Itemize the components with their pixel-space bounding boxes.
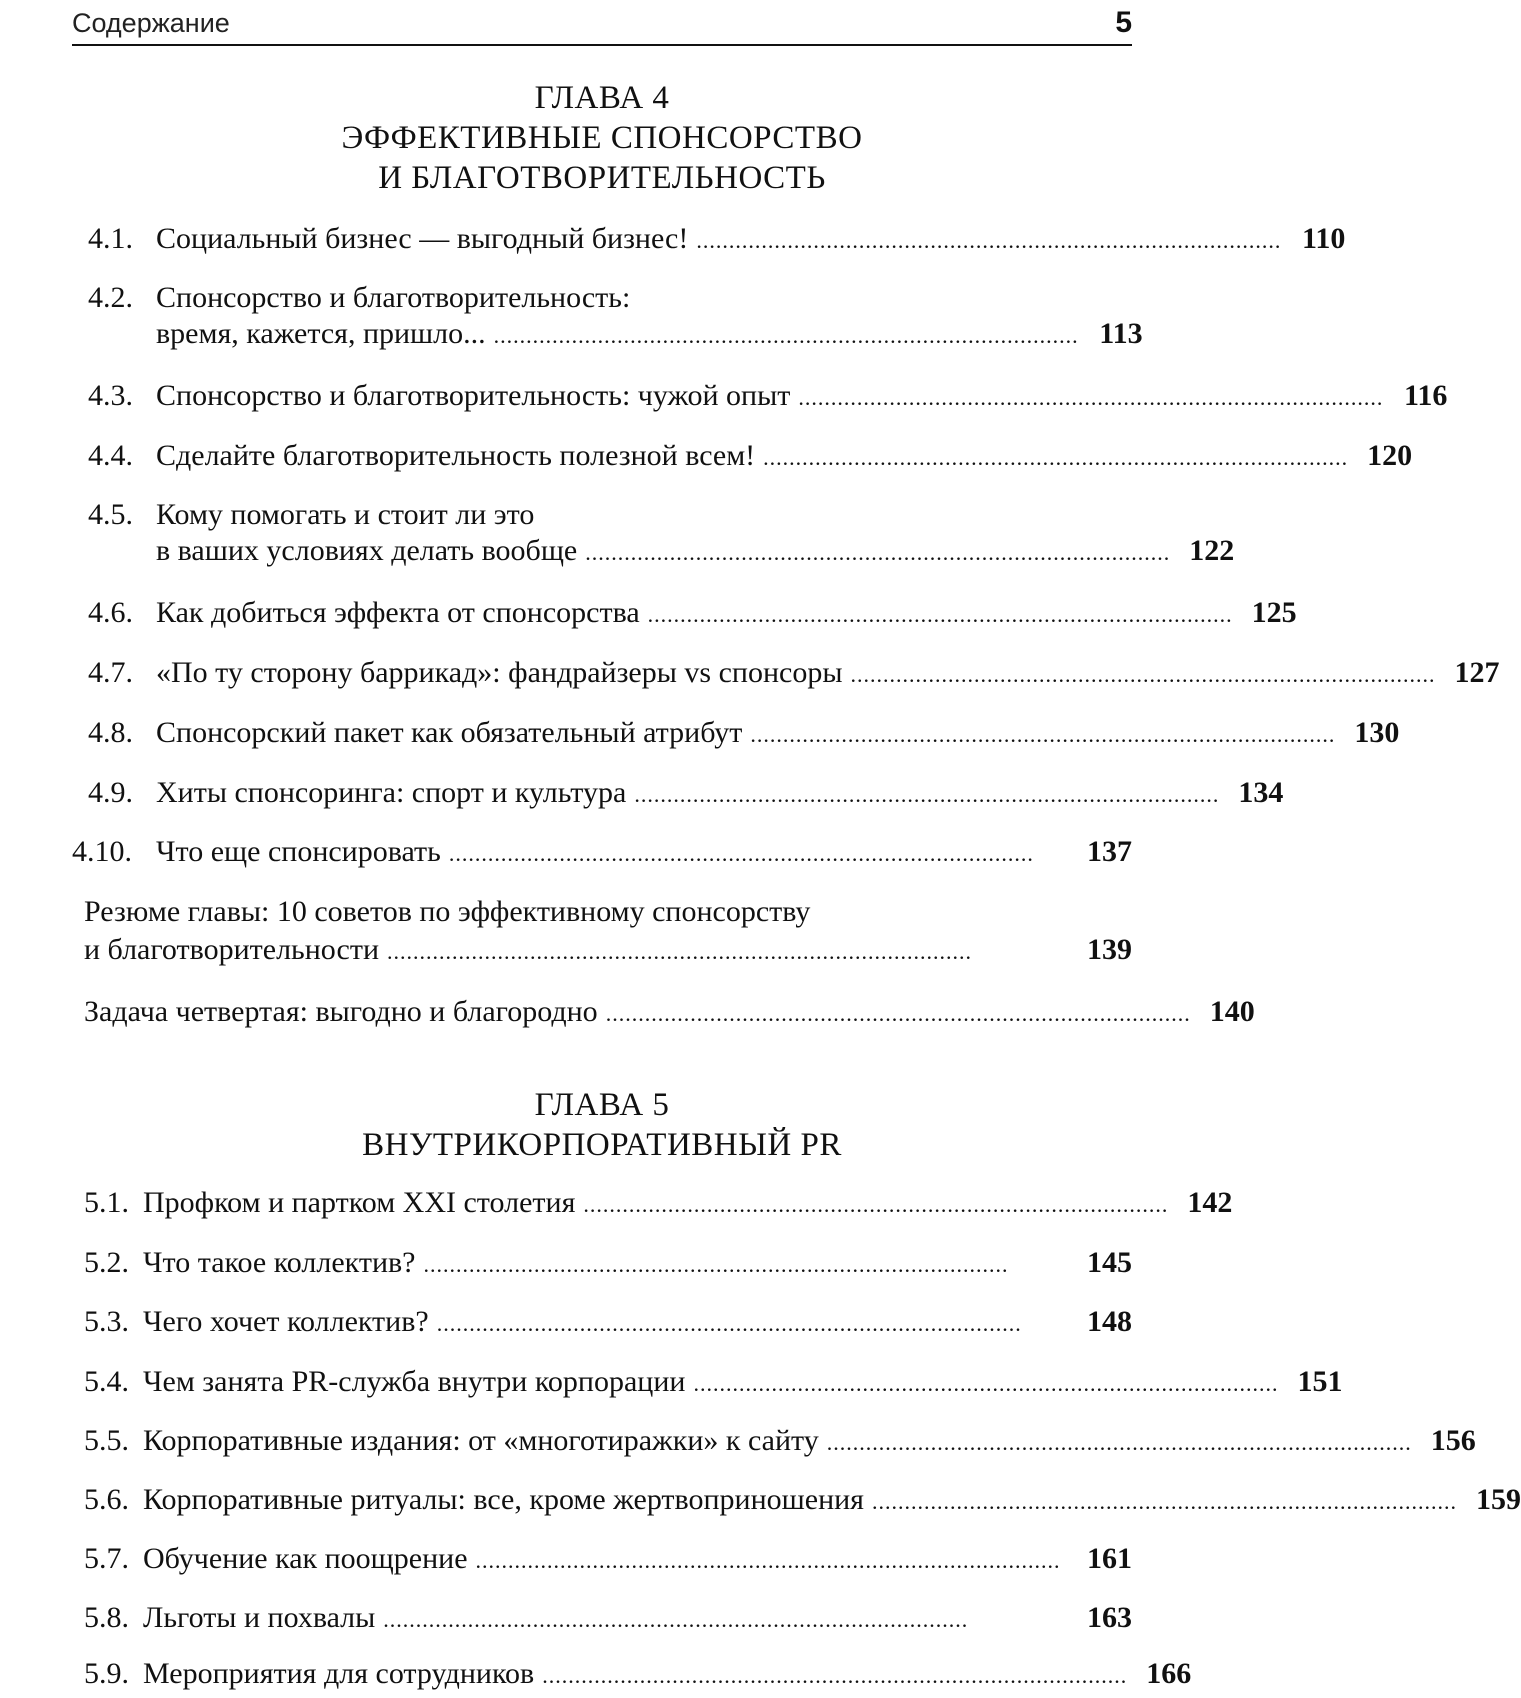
leader-dots: .......................................................................................... [436, 1311, 1022, 1336]
leader-dots: .......................................................................................... [475, 1548, 1061, 1573]
chapter-4-title-line-1: ЭФФЕКТИВНЫЕ СПОНСОРСТВО [341, 120, 863, 156]
entry-number: 4.7. [88, 656, 133, 689]
entry-page-number: 163 [1087, 1601, 1132, 1634]
leader-dots: .......................................................................................... [493, 323, 1079, 348]
leader-dots: .......................................................................................... [871, 1489, 1457, 1514]
entry-page-number: 151 [1297, 1365, 1343, 1398]
running-header [72, 0, 1132, 46]
entry-line [143, 1365, 1343, 1398]
chapter-4-heading [72, 78, 1132, 198]
entry-line [143, 1248, 1132, 1278]
entry-line [156, 222, 1346, 255]
entry-title: Мероприятия для сотрудников [143, 1657, 535, 1690]
entry-page-number: 137 [1087, 835, 1132, 868]
entry-line [143, 1603, 1132, 1633]
entry-number: 5.3. [84, 1305, 129, 1338]
entry-line [84, 935, 1132, 965]
leader-dots: .......................................................................................... [542, 1663, 1128, 1688]
leader-dots: .......................................................................................... [387, 939, 973, 964]
leader-dots: .......................................................................................... [696, 228, 1282, 253]
entry-page-number: 140 [1209, 995, 1255, 1028]
entry-page-number: 125 [1251, 596, 1297, 629]
entry-number: 4.4. [88, 439, 133, 472]
entry-title: Льготы и похвалы [143, 1601, 376, 1634]
entry-title: Обучение как поощрение [143, 1542, 468, 1575]
entry-number: 5.9. [84, 1657, 129, 1690]
entry-line [143, 1307, 1132, 1337]
entry-page-number: 166 [1146, 1657, 1192, 1690]
entry-title: Хиты спонсоринга: спорт и культура [156, 776, 627, 809]
entry-number: 4.2. [88, 281, 133, 314]
entry-page-number: 127 [1454, 656, 1500, 689]
entry-line [156, 317, 1143, 350]
leader-dots: .......................................................................................... [850, 662, 1436, 687]
entry-page-number: 130 [1354, 716, 1400, 749]
entry-number: 4.5. [88, 498, 133, 531]
entry-page-number: 159 [1475, 1483, 1521, 1516]
entry-title-line-2: и благотворительности [84, 933, 380, 966]
entry-page-number: 148 [1087, 1305, 1132, 1338]
entry-number: 5.2. [84, 1246, 129, 1279]
entry-number: 5.4. [84, 1365, 129, 1398]
entry-line [143, 1186, 1233, 1219]
entry-page-number: 122 [1189, 534, 1235, 567]
entry-title: Сделайте благотворительность полезной всем! [156, 439, 756, 472]
leader-dots: .......................................................................................... [750, 722, 1336, 747]
entry-line [143, 1544, 1132, 1574]
entry-number: 5.1. [84, 1186, 129, 1219]
entry-title: Корпоративные ритуалы: все, кроме жертвоприношения [143, 1483, 864, 1516]
entry-title-line-1: Спонсорство и благотворительность: [156, 281, 631, 314]
entry-title: Что такое коллектив? [143, 1246, 416, 1279]
entry-number: 4.3. [88, 379, 133, 412]
leader-dots: .......................................................................................... [383, 1607, 969, 1632]
entry-title-line-2: время, кажется, пришло... [156, 317, 486, 350]
entry-line [156, 656, 1500, 689]
entry-title: Спонсорский пакет как обязательный атрибут [156, 716, 743, 749]
chapter-5-label: ГЛАВА 5 [534, 1087, 670, 1123]
entry-page-number: 161 [1087, 1542, 1132, 1575]
entry-page-number: 156 [1430, 1424, 1476, 1457]
entry-number: 4.6. [88, 596, 133, 629]
entry-number: 5.5. [84, 1424, 129, 1457]
chapter-4-title-line-2: И БЛАГОТВОРИТЕЛЬНОСТЬ [378, 160, 826, 196]
leader-dots: .......................................................................................... [798, 385, 1384, 410]
entry-title: Корпоративные издания: от «многотиражки» к сайту [143, 1424, 819, 1457]
chapter-5-title: ВНУТРИКОРПОРАТИВНЫЙ PR [362, 1127, 842, 1163]
entry-number: 4.8. [88, 716, 133, 749]
entry-title: Задача четвертая: выгодно и благородно [84, 995, 598, 1028]
entry-page-number: 134 [1238, 776, 1284, 809]
leader-dots: .......................................................................................... [423, 1252, 1009, 1277]
entry-line [143, 1483, 1521, 1516]
leader-dots: .......................................................................................... [634, 782, 1220, 807]
entry-title-line-2: в ваших условиях делать вообще [156, 534, 578, 567]
entry-line [143, 1657, 1192, 1690]
entry-number: 4.9. [88, 776, 133, 809]
entry-line [156, 776, 1284, 809]
entry-line [156, 596, 1297, 629]
leader-dots: .......................................................................................... [826, 1430, 1412, 1455]
entry-page-number: 116 [1403, 379, 1448, 412]
entry-number: 5.6. [84, 1483, 129, 1516]
entry-page-number: 110 [1302, 222, 1346, 255]
entry-line [156, 534, 1235, 567]
entry-line [84, 995, 1255, 1028]
leader-dots: .......................................................................................... [448, 841, 1034, 866]
chapter-5-heading [72, 1085, 1132, 1165]
page-number: 5 [1115, 6, 1132, 39]
entry-line [156, 439, 1413, 472]
entry-title: Спонсорство и благотворительность: чужой опыт [156, 379, 791, 412]
entry-page-number: 145 [1087, 1246, 1132, 1279]
entry-line [143, 1424, 1476, 1457]
chapter-4-label: ГЛАВА 4 [534, 80, 670, 116]
entry-number: 5.8. [84, 1601, 129, 1634]
leader-dots: .......................................................................................... [585, 540, 1171, 565]
entry-title: «По ту сторону баррикад»: фандрайзеры vs спонсоры [156, 656, 843, 689]
entry-title: Чего хочет коллектив? [143, 1305, 429, 1338]
entry-title-line-1: Кому помогать и стоит ли это [156, 498, 535, 531]
entry-title: Что еще спонсировать [156, 835, 441, 868]
entry-title: Как добиться эффекта от спонсорства [156, 596, 640, 629]
entry-number: 4.1. [88, 222, 133, 255]
entry-line [156, 837, 1132, 867]
entry-title: Социальный бизнес — выгодный бизнес! [156, 222, 689, 255]
leader-dots: .......................................................................................... [693, 1371, 1279, 1396]
running-title: Содержание [72, 8, 230, 38]
leader-dots: .......................................................................................... [605, 1001, 1191, 1026]
entry-title-line-1: Резюме главы: 10 советов по эффективному спонсорству [84, 895, 811, 928]
entry-page-number: 142 [1187, 1186, 1233, 1219]
entry-line [156, 716, 1400, 749]
entry-page-number: 113 [1099, 317, 1143, 350]
leader-dots: .......................................................................................... [763, 445, 1349, 470]
leader-dots: .......................................................................................... [647, 602, 1233, 627]
entry-page-number: 120 [1367, 439, 1413, 472]
entry-title: Профком и партком XXI столетия [143, 1186, 576, 1219]
entry-line [156, 379, 1448, 412]
entry-title: Чем занята PR-служба внутри корпорации [143, 1365, 686, 1398]
entry-number: 5.7. [84, 1542, 129, 1575]
leader-dots: .......................................................................................... [583, 1192, 1169, 1217]
entry-page-number: 139 [1087, 933, 1132, 966]
entry-number: 4.10. [72, 835, 132, 868]
